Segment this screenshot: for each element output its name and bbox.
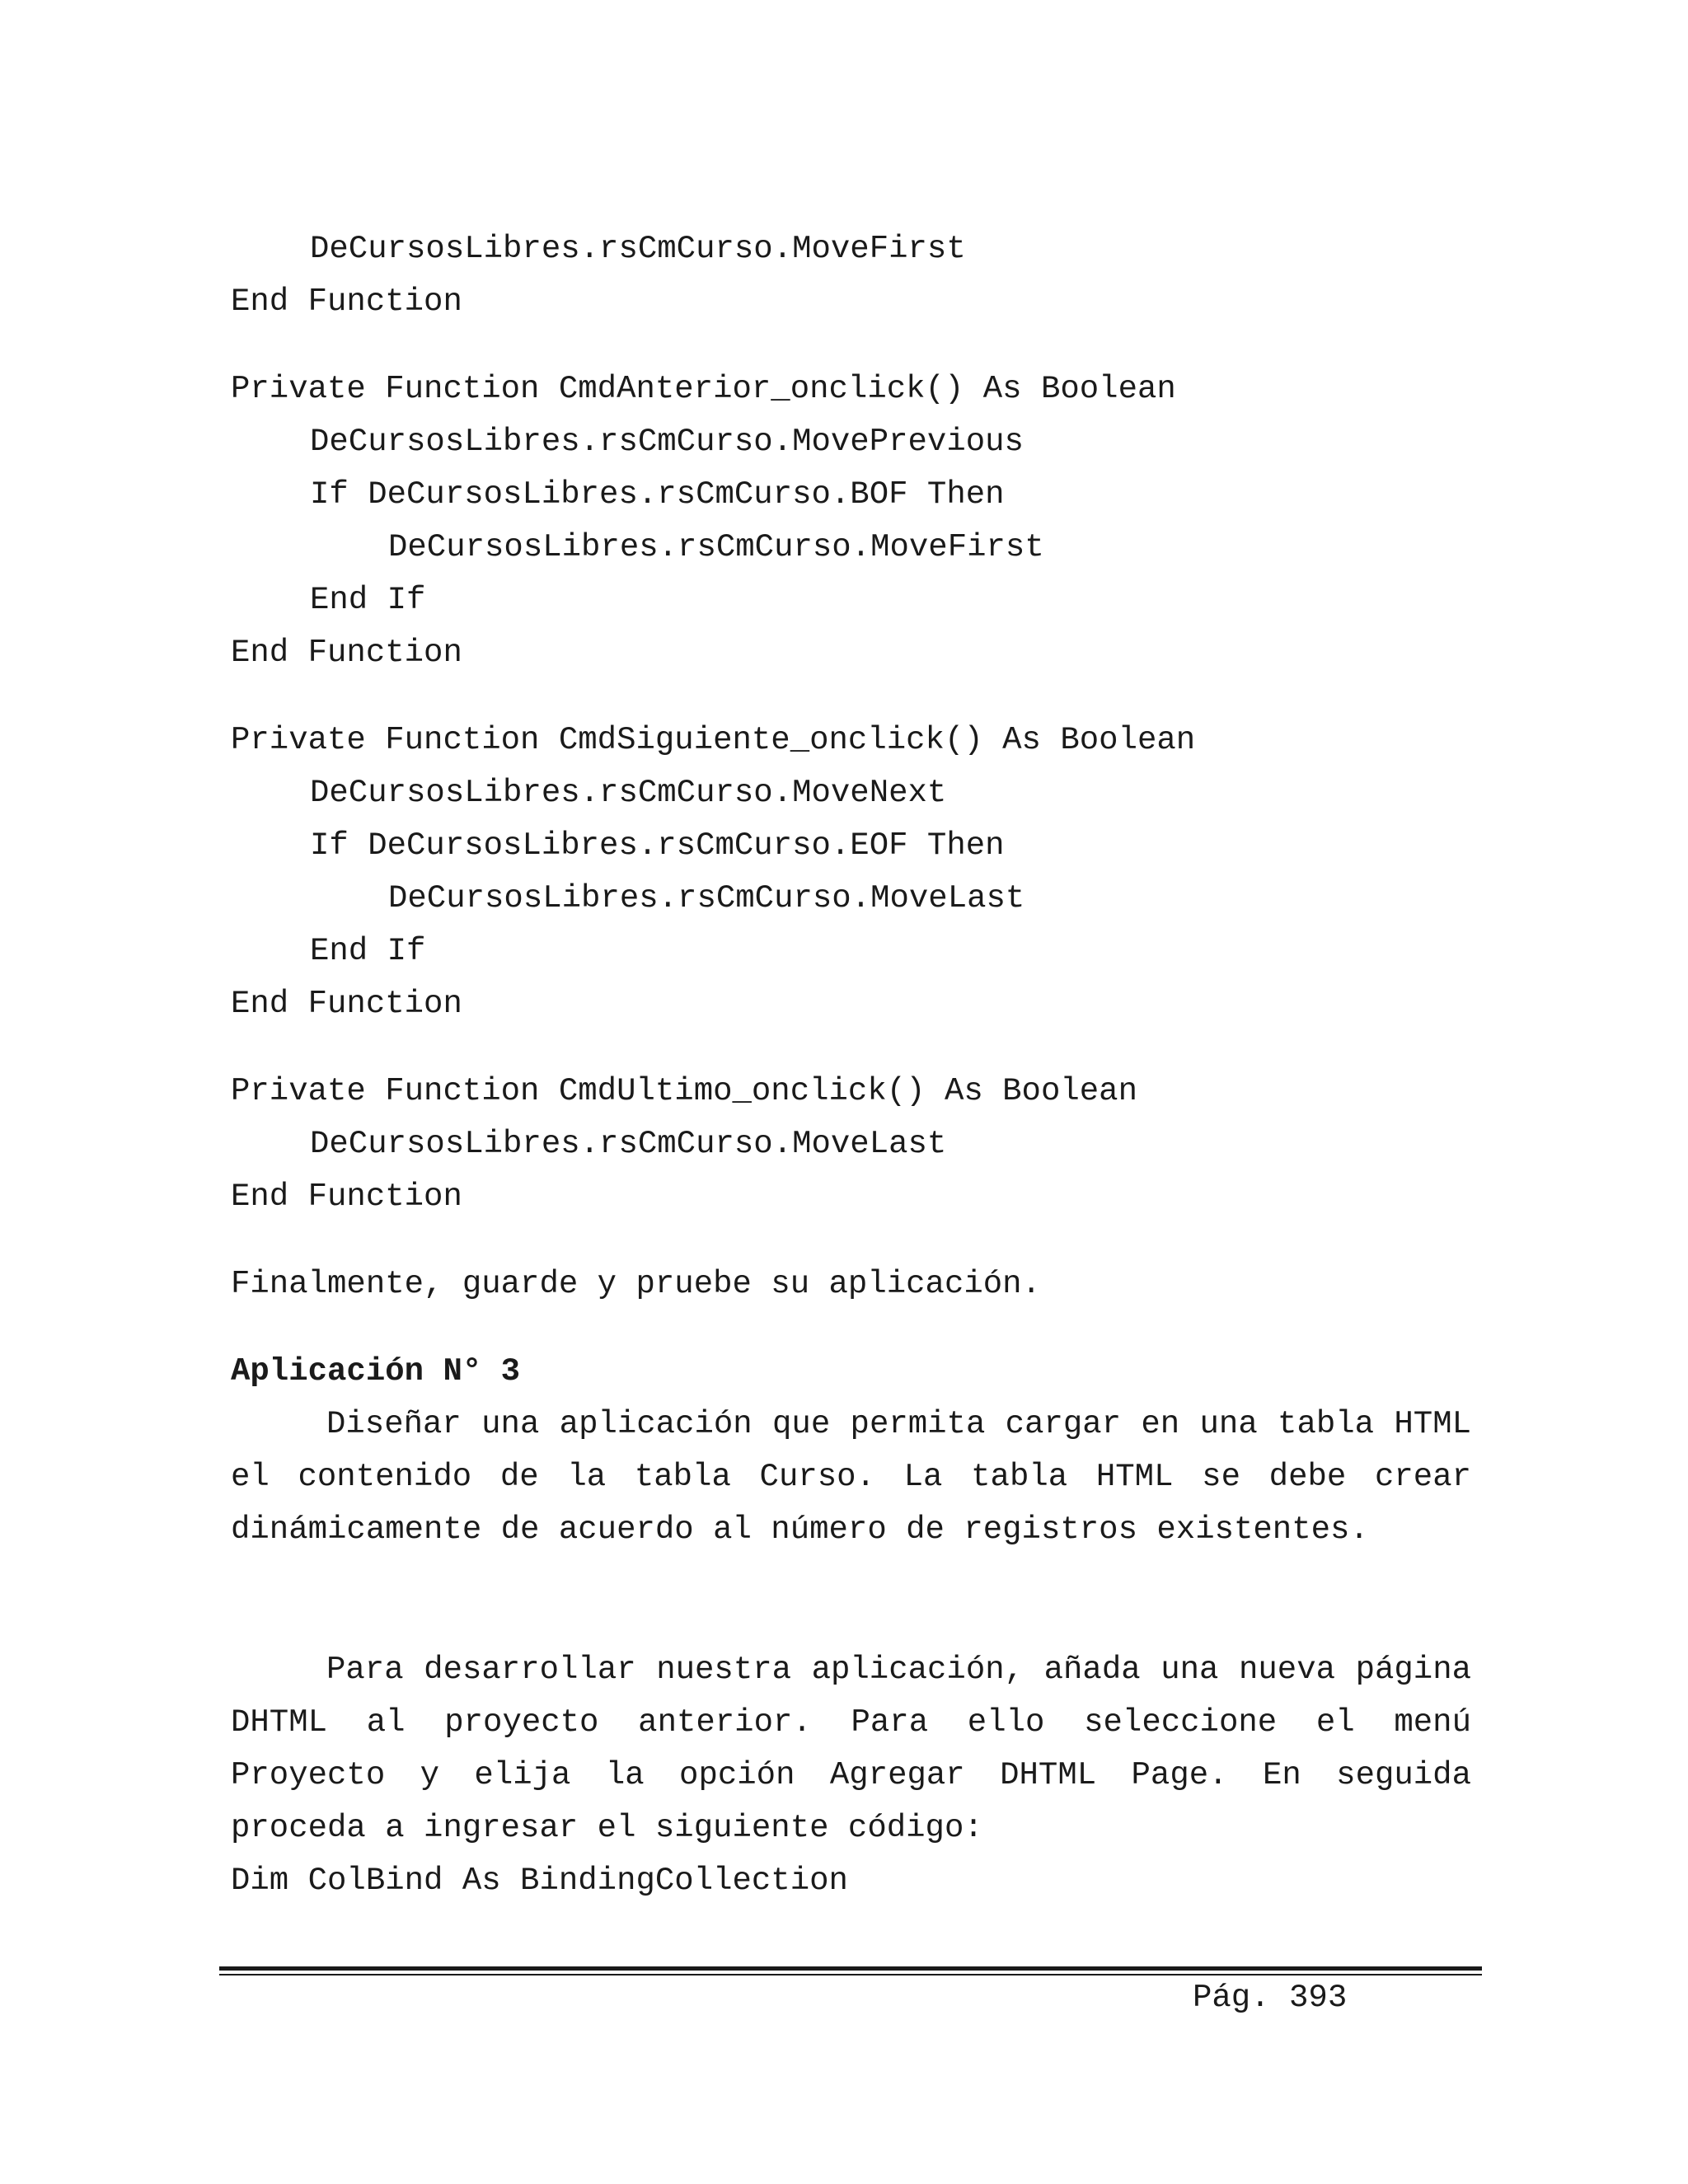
paragraph: Diseñar una aplicación que permita cargar en una tabla HTML el contenido de la tabla Curso. La tabla HTML se debe crear dinámicamente de acuerdo al número de registros existentes.: [231, 1406, 1471, 1548]
paragraph: Para desarrollar nuestra aplicación, añada una nueva página DHTML al proyecto anterior. Para ello seleccione el menú Proyecto y elija la opción Agregar DHTML Page. En seguida proceda a ingresar el siguiente código:: [231, 1652, 1471, 1846]
code-line: Private Function CmdSiguiente_onclick() As Boolean: [231, 722, 1196, 758]
code-line: DeCursosLibres.rsCmCurso.MoveLast: [388, 880, 1025, 916]
code-line: DeCursosLibres.rsCmCurso.MoveFirst: [310, 231, 966, 267]
code-line: Dim ColBind As BindingCollection: [231, 1863, 848, 1899]
code-line: Private Function CmdUltimo_onclick() As Boolean: [231, 1073, 1137, 1109]
code-line: DeCursosLibres.rsCmCurso.MoveLast: [310, 1126, 947, 1162]
body-text: Finalmente, guarde y pruebe su aplicación.: [231, 1266, 1041, 1302]
code-line: DeCursosLibres.rsCmCurso.MovePrevious: [310, 424, 1024, 460]
code-line: If DeCursosLibres.rsCmCurso.EOF Then: [310, 827, 1005, 864]
code-line: DeCursosLibres.rsCmCurso.MoveFirst: [388, 529, 1044, 565]
code-line: End Function: [231, 986, 462, 1022]
section-heading: Aplicación N° 3: [231, 1353, 521, 1390]
footer-rule: [219, 1966, 1482, 1971]
code-line: End If: [310, 933, 426, 969]
code-line: If DeCursosLibres.rsCmCurso.BOF Then: [310, 476, 1005, 513]
code-line: End If: [310, 582, 426, 618]
code-line: End Function: [231, 635, 462, 671]
code-line: End Function: [231, 284, 462, 320]
code-line: End Function: [231, 1179, 462, 1215]
code-line: Private Function CmdAnterior_onclick() As Boolean: [231, 371, 1176, 407]
code-line: DeCursosLibres.rsCmCurso.MoveNext: [310, 775, 947, 811]
page-number: Pág. 393: [1193, 1980, 1348, 2016]
